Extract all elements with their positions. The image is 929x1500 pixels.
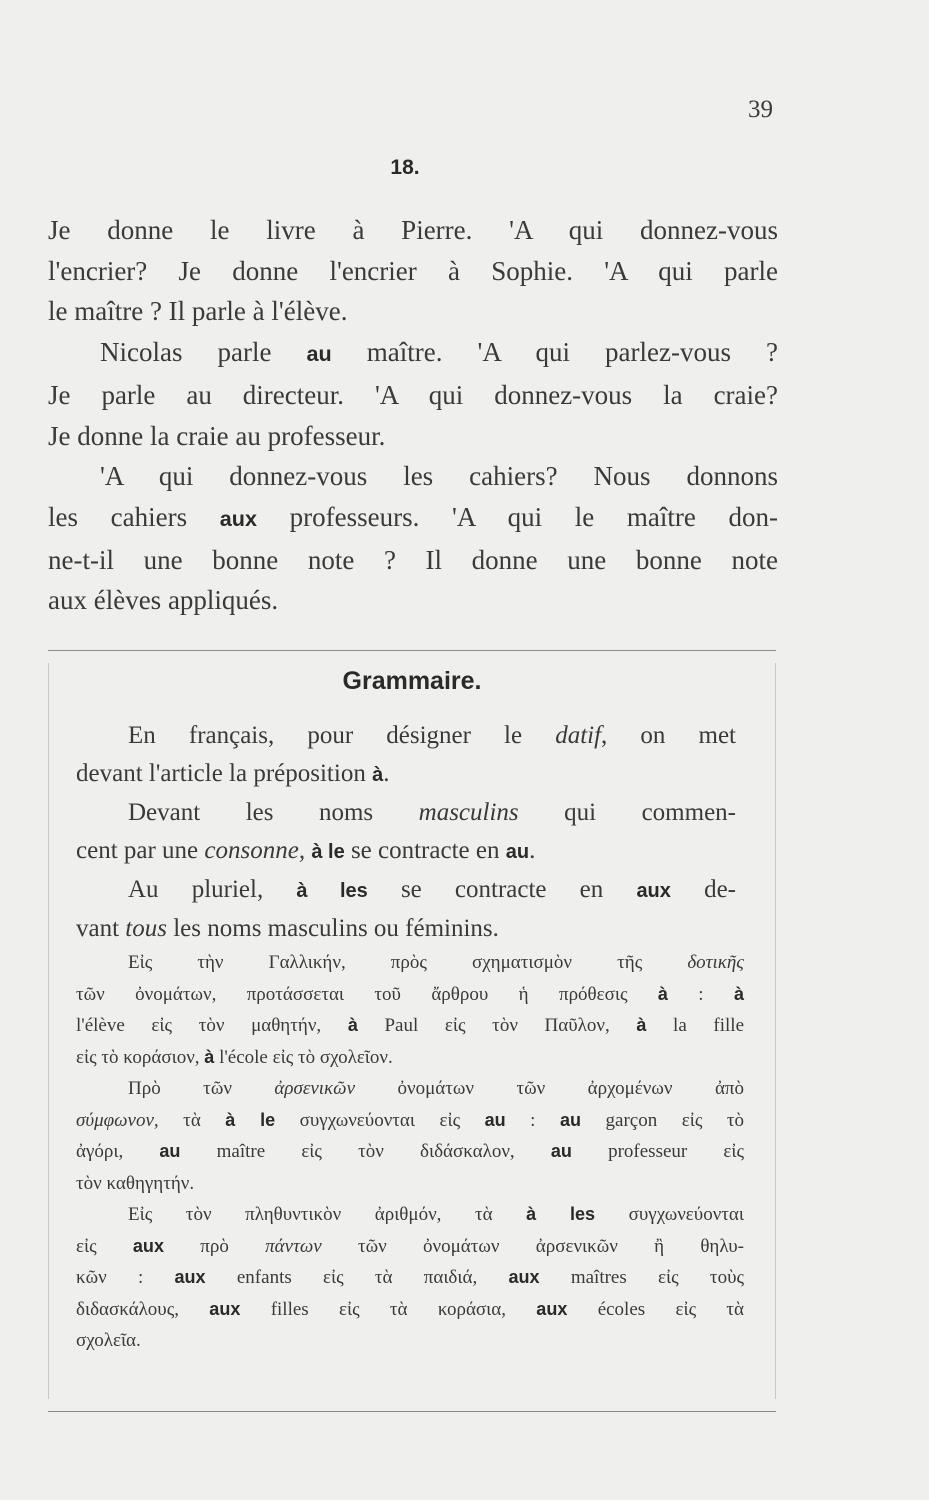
italic-term: tous — [125, 915, 167, 942]
greek-line — [76, 1042, 744, 1074]
text-run: Devant les noms — [128, 799, 419, 826]
grammar-box — [48, 650, 776, 1412]
greek-line — [76, 1168, 744, 1200]
reading-passage — [48, 210, 778, 621]
reading-line — [48, 497, 778, 540]
italic-term: σύμφωνον, — [76, 1109, 159, 1131]
text-run: τὸν καθηγητήν. — [76, 1172, 195, 1194]
text-run: . — [383, 760, 390, 787]
bold-term: à — [636, 1015, 647, 1035]
text-run: qui commen- — [518, 799, 736, 826]
bold-term: aux — [174, 1267, 206, 1287]
italic-term: δοτικῆς — [687, 952, 744, 973]
text-run: aux élèves appliqués. — [48, 585, 279, 616]
text-run: professeur εἰς — [571, 1141, 745, 1162]
bold-term: aux — [132, 1235, 164, 1256]
text-run: professeurs. 'A qui le maître don- — [257, 501, 779, 532]
text-run: Εἰς τὴν Γαλλικήν, πρὸς σχηματισμὸν τῆς — [128, 952, 688, 973]
text-run: συγχωνεύονται εἰς — [275, 1109, 485, 1131]
greek-explanation — [76, 947, 744, 1357]
bold-term: à le — [311, 841, 345, 863]
bold-term: à — [657, 983, 668, 1004]
greek-line — [76, 1136, 744, 1168]
rule-line — [76, 871, 736, 910]
bold-term: à les — [526, 1204, 596, 1224]
text-run: τὰ — [158, 1109, 226, 1131]
text-run: devant l'article la préposition — [76, 760, 373, 787]
bold-term: au — [484, 1109, 506, 1130]
bold-term: à — [204, 1046, 215, 1067]
bold-term: à — [347, 1015, 358, 1035]
bold-term: au — [505, 841, 530, 863]
italic-term: ἀρσενικῶν — [274, 1078, 356, 1099]
bold-term: aux — [536, 1298, 568, 1319]
text-run: garçon εἰς τὸ — [581, 1109, 745, 1131]
text-run: écoles εἰς τὰ — [567, 1298, 744, 1320]
bold-term: à — [372, 764, 384, 786]
rule-line — [76, 832, 736, 871]
text-run: συγχωνεύονται — [595, 1204, 744, 1225]
bold-term: à le — [225, 1109, 276, 1130]
bold-term: aux — [636, 880, 671, 902]
text-run: τῶν ὀνομάτων, προτάσσεται τοῦ ἄρθρου ἡ πρόθεσις — [76, 983, 658, 1005]
text-run: En français, pour désigner le — [128, 722, 556, 749]
reading-line — [48, 332, 778, 375]
grammar-rules — [76, 717, 736, 948]
text-run: Paul εἰς τὸν Παῦλον, — [357, 1015, 637, 1036]
italic-term: consonne, — [204, 837, 306, 864]
rule-line — [76, 910, 736, 948]
italic-term: masculins — [418, 799, 519, 826]
bold-term: aux — [209, 1298, 241, 1319]
text-run: maîtres εἰς τοὺς — [539, 1267, 745, 1288]
text-run: les cahiers — [48, 501, 220, 532]
reading-line — [48, 375, 778, 416]
text-run: les noms masculins ou féminins. — [166, 915, 499, 942]
grammar-title: Grammaire. — [342, 667, 482, 695]
text-run: se contracte en — [367, 876, 637, 903]
bold-term: au — [159, 1141, 181, 1161]
bold-term: aux — [219, 505, 257, 531]
text-run: . — [529, 837, 536, 864]
text-run: Je parle au directeur. 'A qui donnez-vous la craie? — [48, 379, 778, 410]
bold-term: aux — [508, 1267, 540, 1287]
bold-term: au — [550, 1141, 572, 1161]
text-run: τῶν ὀνομάτων ἀρσενικῶν ἢ θηλυ- — [321, 1235, 744, 1257]
text-run: : — [667, 983, 734, 1005]
page-number: 39 — [748, 96, 773, 123]
text-run: 'A qui donnez-vous les cahiers? Nous donnons — [100, 461, 778, 492]
text-run: διδασκάλους, — [76, 1298, 210, 1320]
text-run: σχολεῖα. — [76, 1330, 141, 1351]
reading-line — [48, 251, 778, 292]
greek-line — [76, 1199, 744, 1231]
text-run: cent par une — [76, 837, 205, 864]
text-run: ne-t-il une bonne note ? Il donne une bonne note — [48, 544, 778, 575]
text-run: εἰς — [76, 1235, 133, 1257]
greek-line — [76, 1073, 744, 1105]
text-run: Nicolas parle — [100, 337, 307, 368]
text-run: maître εἰς τὸν διδάσκαλον, — [180, 1141, 551, 1162]
greek-line — [76, 1010, 744, 1042]
text-run: se contracte en — [344, 837, 506, 864]
reading-line — [48, 291, 778, 332]
italic-term: datif — [555, 722, 602, 749]
text-run: l'encrier? Je donne l'encrier à Sophie. 'A qui parle — [48, 255, 778, 286]
greek-line — [76, 979, 744, 1011]
greek-line — [76, 947, 744, 979]
text-run: : — [505, 1109, 560, 1131]
bold-term: au — [559, 1109, 582, 1130]
text-run: Πρὸ τῶν — [128, 1078, 275, 1099]
reading-line — [48, 416, 778, 457]
text-run: enfants εἰς τὰ παιδιά, — [205, 1267, 509, 1288]
bold-term: au — [306, 341, 332, 367]
rule-line — [76, 755, 736, 794]
section-number: 18. — [390, 156, 420, 179]
text-run: l'élève εἰς τὸν μαθητήν, — [76, 1015, 348, 1036]
italic-term: πάντων — [265, 1235, 322, 1257]
text-run: Je donne la craie au professeur. — [48, 420, 386, 451]
text-run: ἀγόρι, — [76, 1141, 160, 1162]
text-run: , on met — [601, 722, 736, 749]
bold-term: à les — [296, 880, 368, 902]
box-left-edge — [48, 663, 49, 1399]
text-run: κῶν : — [76, 1267, 175, 1288]
greek-line — [76, 1105, 744, 1137]
reading-line — [48, 540, 778, 581]
bold-term: à — [733, 983, 744, 1004]
box-right-edge — [775, 663, 776, 1399]
text-run: Εἰς τὸν πληθυντικὸν ἀριθμόν, τὰ — [128, 1204, 527, 1225]
text-run: maître. 'A qui parlez-vous ? — [331, 337, 779, 368]
text-run: l'école εἰς τὸ σχολεῖον. — [214, 1046, 393, 1068]
greek-line — [76, 1325, 744, 1357]
text-run: ὀνομάτων τῶν ἀρχομένων ἀπὸ — [355, 1078, 744, 1099]
rule-line — [76, 717, 736, 755]
text-run: le maître ? Il parle à l'élève. — [48, 296, 348, 327]
text-run: Au pluriel, — [128, 876, 297, 903]
text-run: filles εἰς τὰ κοράσια, — [240, 1298, 537, 1320]
greek-line — [76, 1231, 744, 1263]
reading-line — [48, 580, 778, 621]
text-run: la fille — [646, 1015, 744, 1036]
text-run: πρὸ — [163, 1235, 266, 1257]
reading-line — [48, 456, 778, 497]
reading-line — [48, 210, 778, 251]
greek-line — [76, 1262, 744, 1294]
text-run: vant — [76, 915, 126, 942]
greek-line — [76, 1294, 744, 1326]
text-run: de- — [670, 876, 736, 903]
text-run: Je donne le livre à Pierre. 'A qui donnez-vous — [48, 215, 778, 245]
text-run: εἰς τὸ κοράσιον, — [76, 1046, 205, 1068]
rule-line — [76, 794, 736, 832]
